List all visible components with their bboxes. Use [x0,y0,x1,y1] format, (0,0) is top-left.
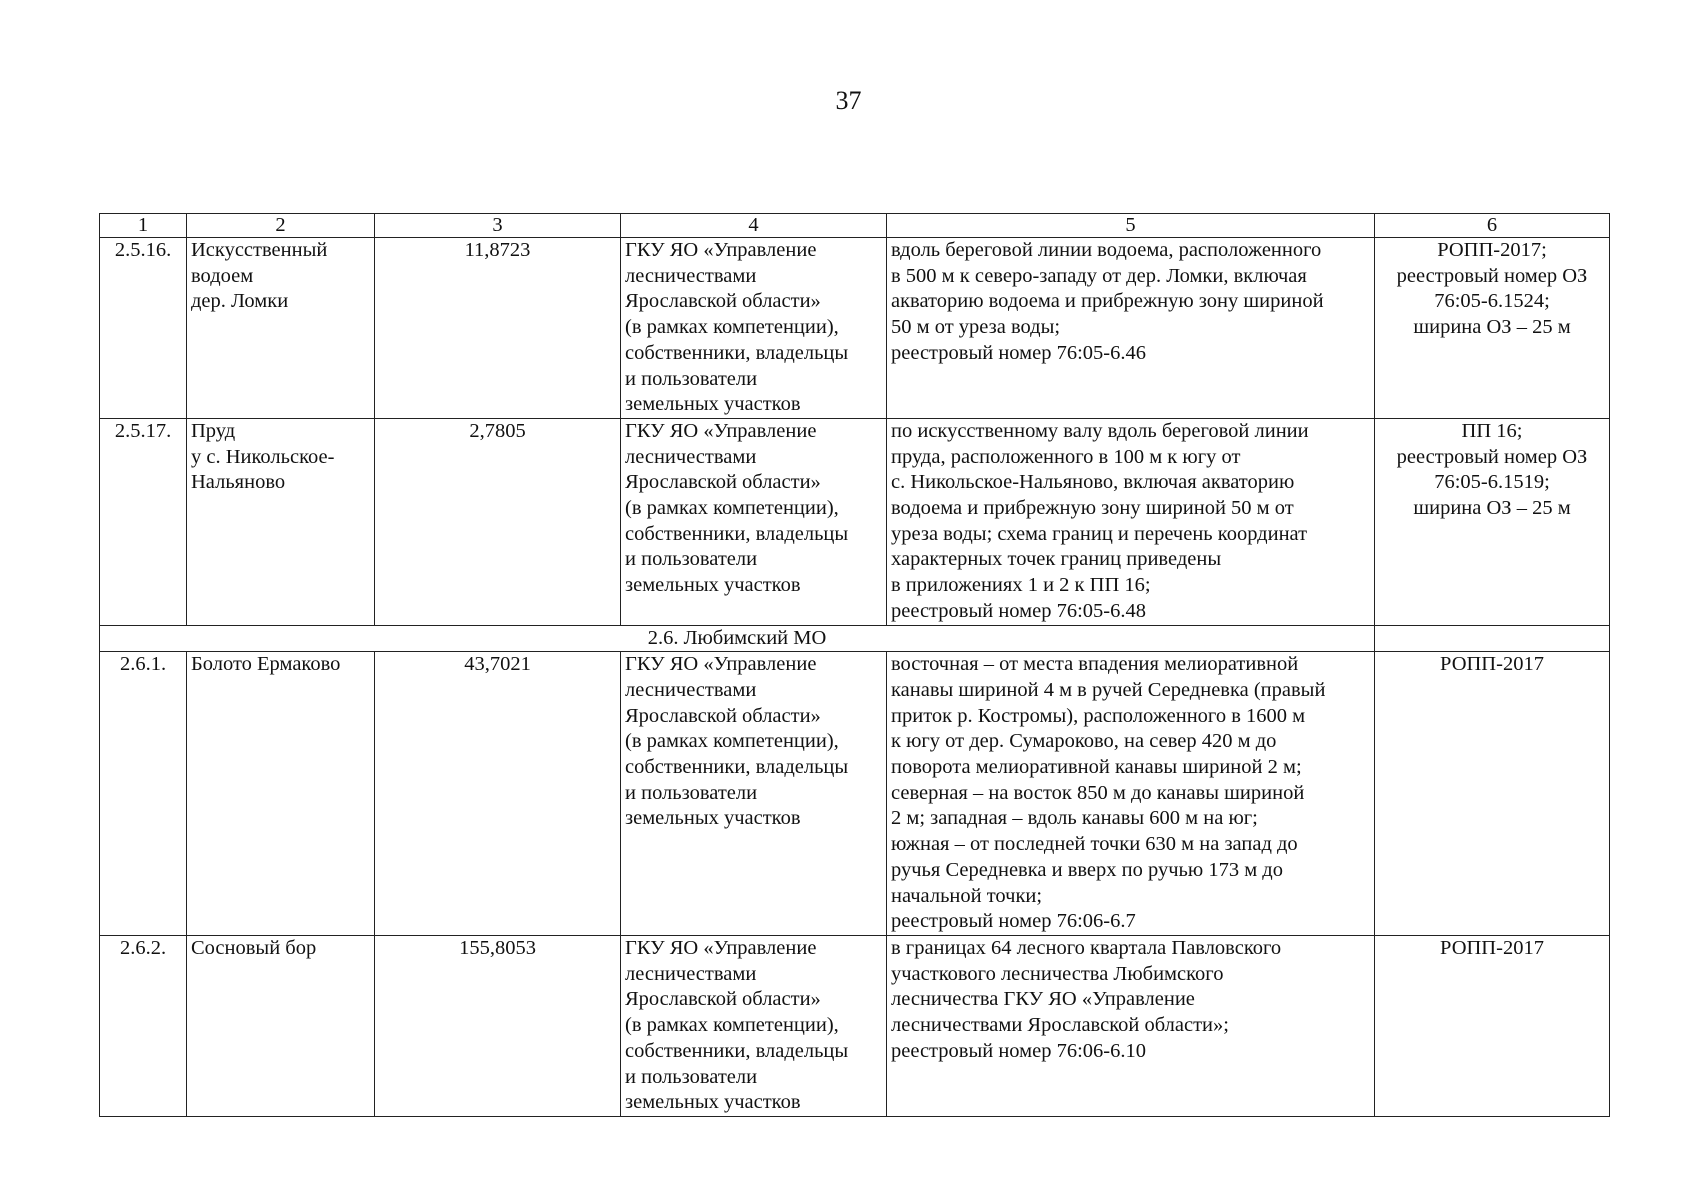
cell-line: ГКУ ЯО «Управление [625,936,817,959]
cell-line: Ярославской области» [625,988,821,1011]
table-row [100,652,1610,936]
table-row [100,238,1610,419]
cell-line: характерных точек границ приведены [891,548,1222,571]
item-number: 2.6.2. [100,935,187,1116]
registry-info [1375,935,1610,1116]
registry-info [1375,238,1610,419]
cell-line: у с. Никольское- [191,445,335,468]
item-number: 2.6.1. [100,652,187,936]
cell-line: и пользователи [625,781,758,804]
cell-line: участкового лесничества Любимского [891,962,1224,985]
cell-line: РОПП-2017 [1440,653,1544,676]
cell-line: Болото Ермаково [191,653,341,676]
cell-line: собственники, владельцы [625,522,849,545]
cell-line: начальной точки; [891,884,1043,907]
cell-line: и пользователи [625,367,758,390]
cell-line: (в рамках компетенции), [625,316,839,339]
cell-line: лесничествами [625,678,757,701]
boundary-description [887,652,1375,936]
cell-line: к югу от дер. Сумароково, на север 420 м до [891,730,1277,753]
cell-line: ручья Середневка и вверх по ручью 173 м до [891,858,1283,881]
page-number: 37 [835,86,862,115]
cell-line: уреза воды; схема границ и перечень координат [891,522,1308,545]
cell-line: приток р. Костромы), расположенного в 1600 м [891,704,1306,727]
column-number: 2 [187,214,375,238]
item-number: 2.5.16. [100,238,187,419]
cell-line: 2 м; западная – вдоль канавы 600 м на юг; [891,807,1258,830]
cell-line: канавы шириной 4 м в ручей Середневка (правый [891,678,1326,701]
cell-line: ширина ОЗ – 25 м [1413,316,1571,339]
object-name [187,652,375,936]
cell-line: Пруд [191,419,236,442]
cell-line: восточная – от места впадения мелиоративной [891,653,1299,676]
cell-line: ГКУ ЯО «Управление [625,653,817,676]
area-value: 11,8723 [375,238,621,419]
registry-info [1375,418,1610,625]
column-number: 5 [887,214,1375,238]
cell-line: собственники, владельцы [625,341,849,364]
registry-info [1375,652,1610,936]
cell-line: пруда, расположенного в 100 м к югу от [891,445,1241,468]
responsible-organization [621,418,887,625]
cell-line: реестровый номер 76:05-6.48 [891,599,1146,622]
boundary-description [887,935,1375,1116]
boundary-description [887,418,1375,625]
object-name [187,238,375,419]
cell-line: северная – на восток 850 м до канавы шириной [891,781,1305,804]
cell-line: земельных участков [625,807,801,830]
table-row [100,935,1610,1116]
responsible-organization [621,652,887,936]
cell-line: реестровый номер ОЗ [1396,264,1588,287]
cell-line: Ярославской области» [625,471,821,494]
cell-line: 76:05-6.1519; [1434,471,1550,494]
cell-line: в приложениях 1 и 2 к ПП 16; [891,574,1151,597]
object-name [187,418,375,625]
cell-line: 50 м от уреза воды; [891,316,1061,339]
cell-line: с. Никольское-Нальяново, включая акваторию [891,471,1295,494]
protected-areas-table [99,213,1610,1117]
cell-line: собственники, владельцы [625,1039,849,1062]
table-row [100,418,1610,625]
cell-line: (в рамках компетенции), [625,1014,839,1037]
column-number: 3 [375,214,621,238]
cell-line: лесничествами [625,264,757,287]
cell-line: (в рамках компетенции), [625,730,839,753]
area-value: 2,7805 [375,418,621,625]
cell-line: лесничествами Ярославской области»; [891,1014,1229,1037]
column-number: 1 [100,214,187,238]
cell-line: лесничествами [625,962,757,985]
column-number: 4 [621,214,887,238]
cell-line: водоема и прибрежную зону шириной 50 м от [891,497,1294,520]
column-number-row [100,214,1610,238]
cell-line: реестровый номер 76:06-6.7 [891,910,1136,933]
cell-line: и пользователи [625,548,758,571]
cell-line: ширина ОЗ – 25 м [1413,497,1571,520]
cell-line: вдоль береговой линии водоема, расположенного [891,239,1322,261]
cell-line: 76:05-6.1524; [1434,290,1550,313]
cell-line: ПП 16; [1461,419,1523,442]
section-title: 2.6. Любимский МО [100,625,1375,652]
cell-line: РОПП-2017 [1440,936,1544,959]
cell-line: собственники, владельцы [625,756,849,779]
cell-line: Ярославской области» [625,290,821,313]
cell-line: южная – от последней точки 630 м на запад до [891,833,1298,856]
section-empty-cell [1375,625,1610,652]
cell-line: по искусственному валу вдоль береговой линии [891,419,1309,442]
cell-line: ГКУ ЯО «Управление [625,239,817,261]
cell-line: водоем [191,264,254,287]
cell-line: акваторию водоема и прибрежную зону шириной [891,290,1324,313]
item-number: 2.5.17. [100,418,187,625]
cell-line: поворота мелиоративной канавы шириной 2 м; [891,756,1302,779]
cell-line: Сосновый бор [191,936,317,959]
cell-line: в 500 м к северо-западу от дер. Ломки, включая [891,264,1307,287]
cell-line: ГКУ ЯО «Управление [625,419,817,442]
cell-line: Искусственный [191,239,328,261]
cell-line: реестровый номер 76:06-6.10 [891,1039,1146,1062]
cell-line: РОПП-2017; [1437,239,1547,261]
responsible-organization [621,238,887,419]
cell-line: земельных участков [625,1091,801,1114]
area-value: 43,7021 [375,652,621,936]
cell-line: Нальяново [191,471,286,494]
section-row [100,625,1610,652]
object-name [187,935,375,1116]
cell-line: реестровый номер 76:05-6.46 [891,341,1146,364]
cell-line: земельных участков [625,574,801,597]
responsible-organization [621,935,887,1116]
cell-line: реестровый номер ОЗ [1396,445,1588,468]
cell-line: и пользователи [625,1065,758,1088]
cell-line: (в рамках компетенции), [625,497,839,520]
cell-line: в границах 64 лесного квартала Павловского [891,936,1282,959]
area-value: 155,8053 [375,935,621,1116]
boundary-description [887,238,1375,419]
cell-line: Ярославской области» [625,704,821,727]
cell-line: лесничества ГКУ ЯО «Управление [891,988,1195,1011]
cell-line: лесничествами [625,445,757,468]
cell-line: дер. Ломки [191,290,289,313]
column-number: 6 [1375,214,1610,238]
cell-line: земельных участков [625,393,801,416]
